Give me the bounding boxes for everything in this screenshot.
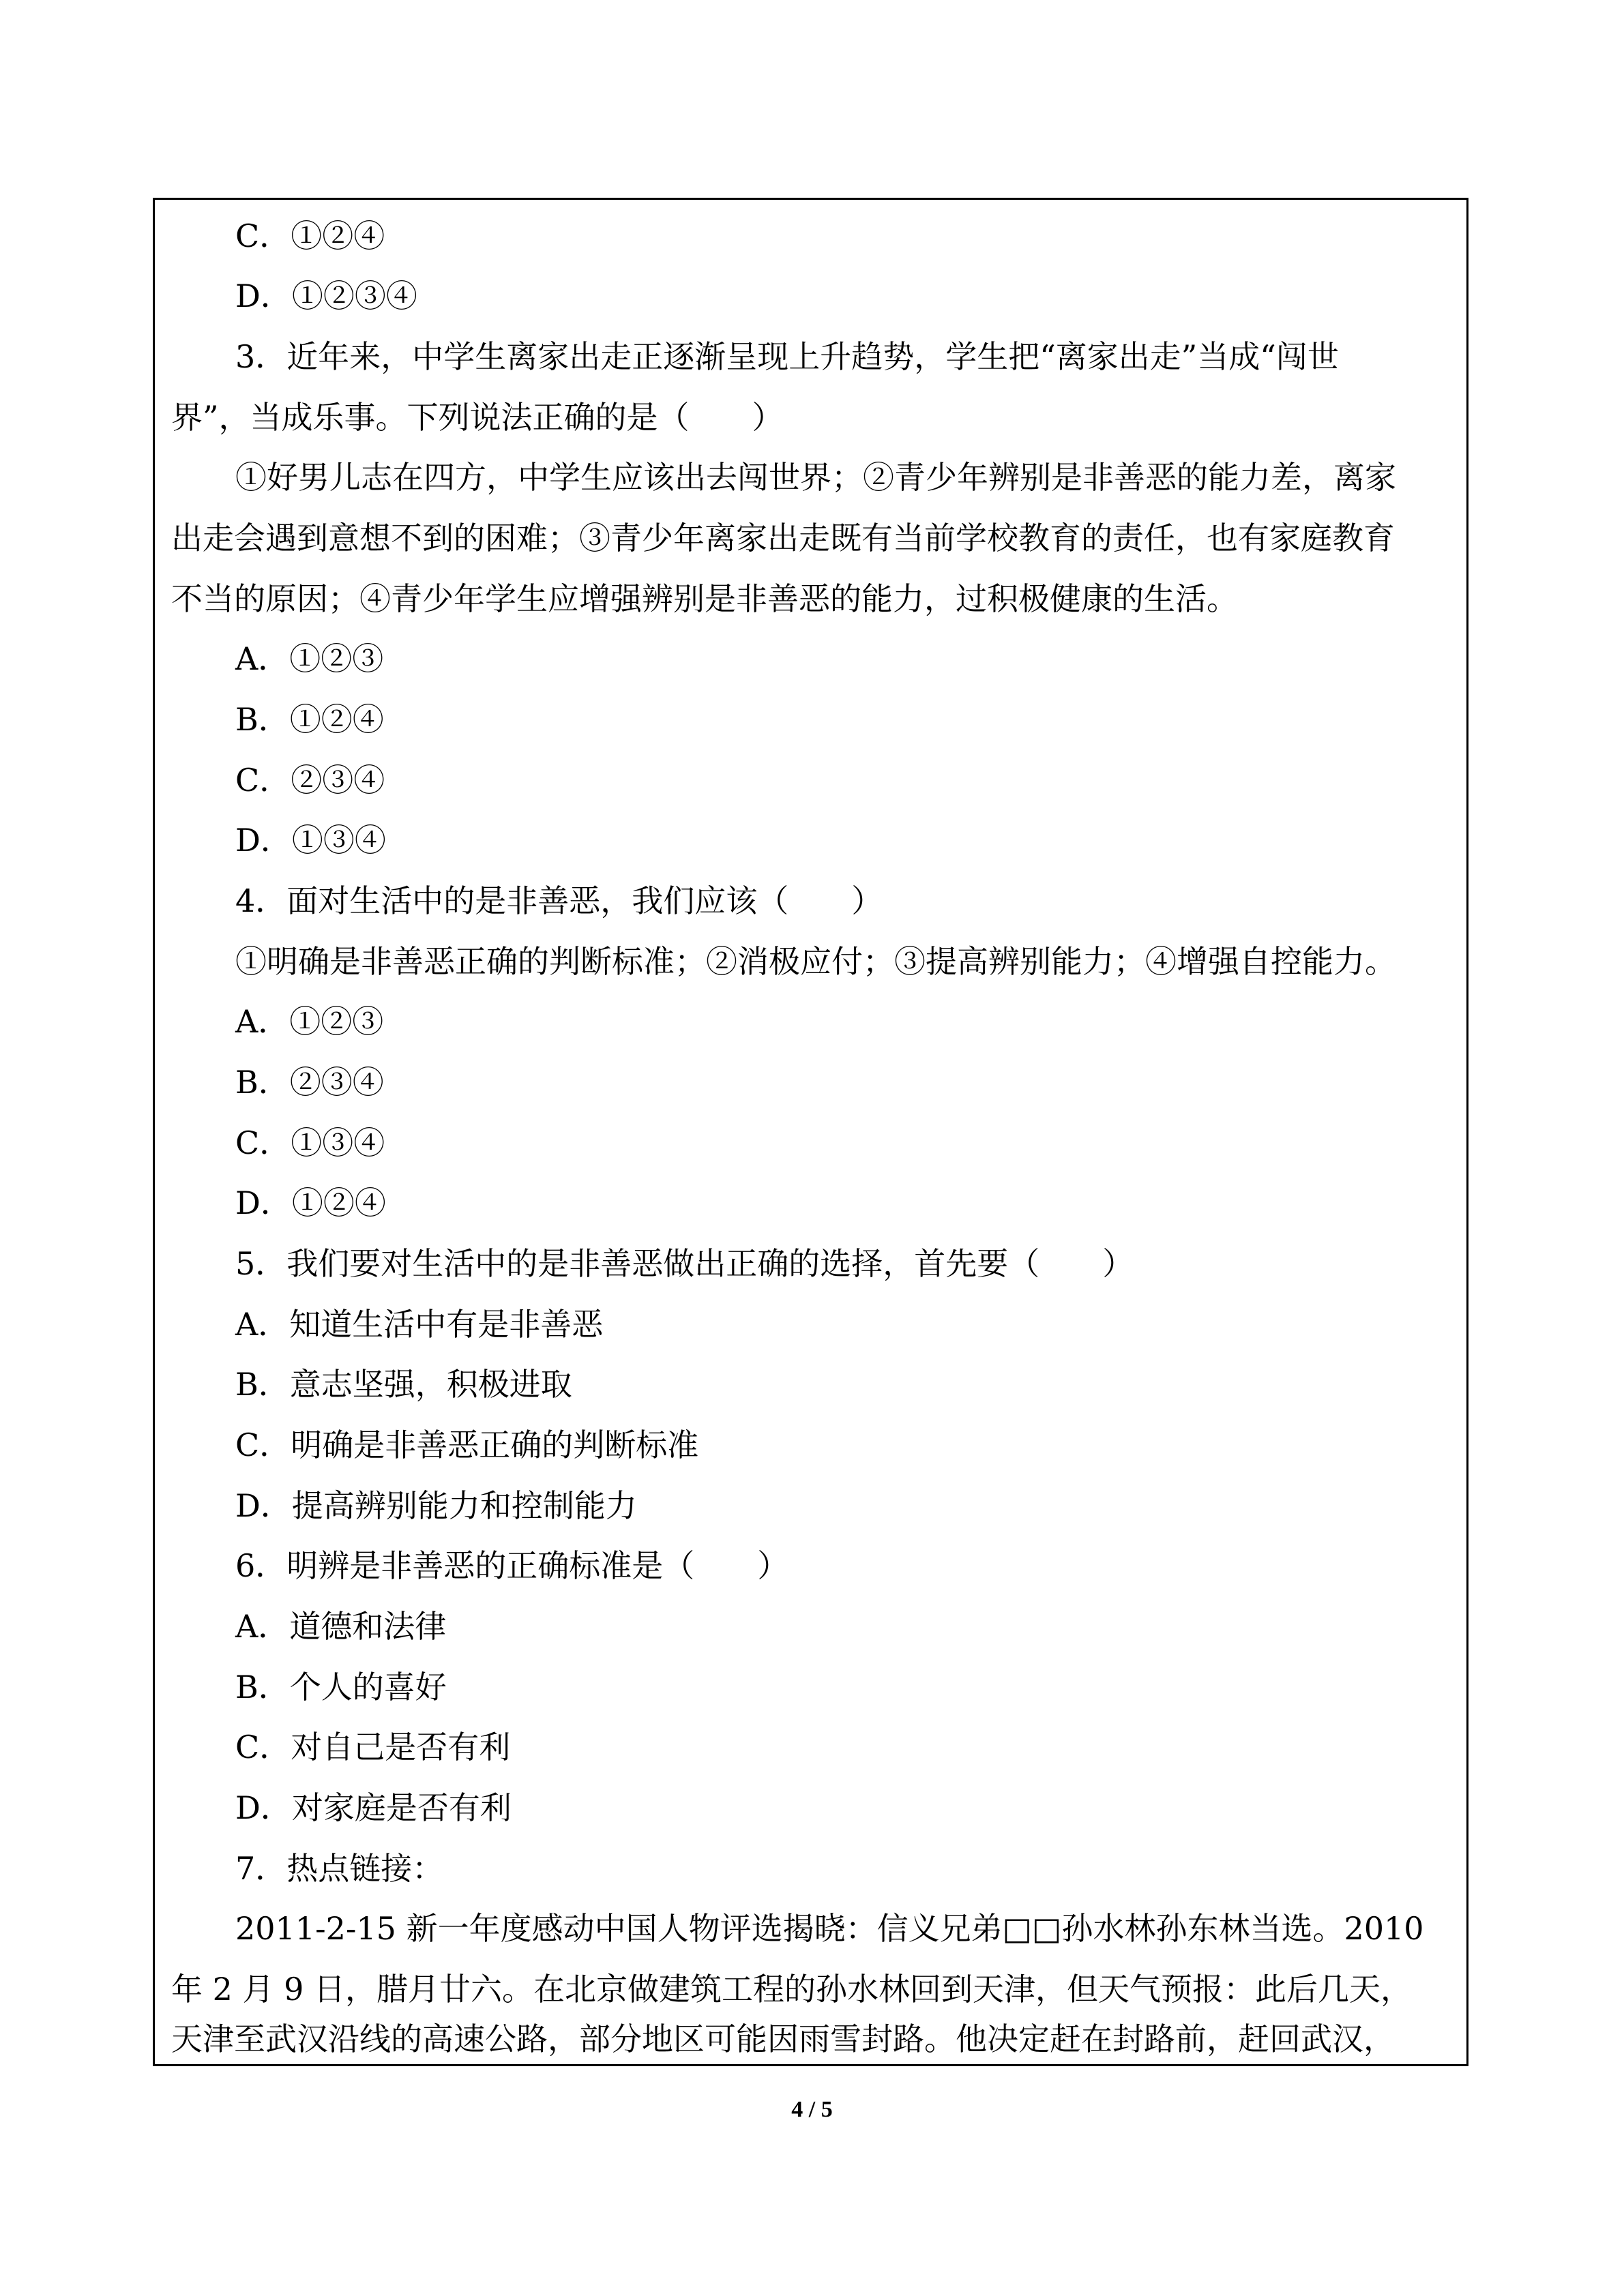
content-frame: [153, 198, 1468, 2066]
question-line: 5．我们要对生活中的是非善恶做出正确的选择，首先要（ ）: [235, 1245, 1134, 1282]
question-line: 7．热点链接：: [235, 1850, 444, 1887]
option-line: C．明确是非善恶正确的判断标准: [235, 1427, 699, 1463]
paragraph-line: 天津至武汉沿线的高速公路，部分地区可能因雨雪封路。他决定赶在封路前，赶回武汉，: [171, 2021, 1395, 2057]
option-line: C．①③④: [235, 1124, 385, 1161]
option-line: D．对家庭是否有利: [235, 1789, 512, 1826]
option-line: A．①②③: [235, 640, 384, 677]
question-line: 6．明辨是非善恶的正确标准是（ ）: [235, 1547, 789, 1584]
option-line: C．对自己是否有利: [235, 1729, 511, 1765]
option-line: B．个人的喜好: [235, 1669, 447, 1705]
statement-line: 出走会遇到意想不到的困难；③青少年离家出走既有当前学校教育的责任，也有家庭教育: [171, 520, 1395, 556]
option-line: C．①②④: [235, 218, 385, 254]
option-line: D．提高辨别能力和控制能力: [235, 1487, 637, 1524]
statement-line: ①好男儿志在四方，中学生应该出去闯世界；②青少年辨别是非善恶的能力差，离家: [235, 459, 1396, 496]
question-line: 3．近年来，中学生离家出走正逐渐呈现上升趋势，学生把“离家出走”当成“闯世: [235, 338, 1339, 375]
question-line: 4．面对生活中的是非善恶，我们应该（ ）: [235, 882, 883, 919]
option-line: C．②③④: [235, 762, 385, 799]
option-line: A．①②③: [235, 1003, 384, 1040]
question-line: 界”，当成乐事。下列说法正确的是（ ）: [171, 399, 784, 436]
option-line: D．①②④: [235, 1184, 386, 1221]
option-line: A．道德和法律: [235, 1608, 447, 1645]
option-line: D．①②③④: [235, 278, 417, 314]
option-line: B．①②④: [235, 701, 384, 738]
statement-line: ①明确是非善恶正确的判断标准；②消极应付；③提高辨别能力；④增强自控能力。: [235, 943, 1396, 980]
paragraph-line: 2011-2-15 新一年度感动中国人物评选揭晓：信义兄弟□□孙水林孙东林当选。2010: [235, 1910, 1424, 1947]
statement-line: 不当的原因；④青少年学生应增强辨别是非善恶的能力，过积极健康的生活。: [171, 580, 1238, 617]
page-number: 4 / 5: [791, 2097, 833, 2122]
option-line: B．意志坚强，积极进取: [235, 1366, 572, 1403]
option-line: D．①③④: [235, 822, 386, 859]
option-line: A．知道生活中有是非善恶: [235, 1306, 604, 1343]
option-line: B．②③④: [235, 1064, 384, 1101]
paragraph-line: 年 2 月 9 日，腊月廿六。在北京做建筑工程的孙水林回到天津，但天气预报：此后几天，: [171, 1971, 1413, 2008]
